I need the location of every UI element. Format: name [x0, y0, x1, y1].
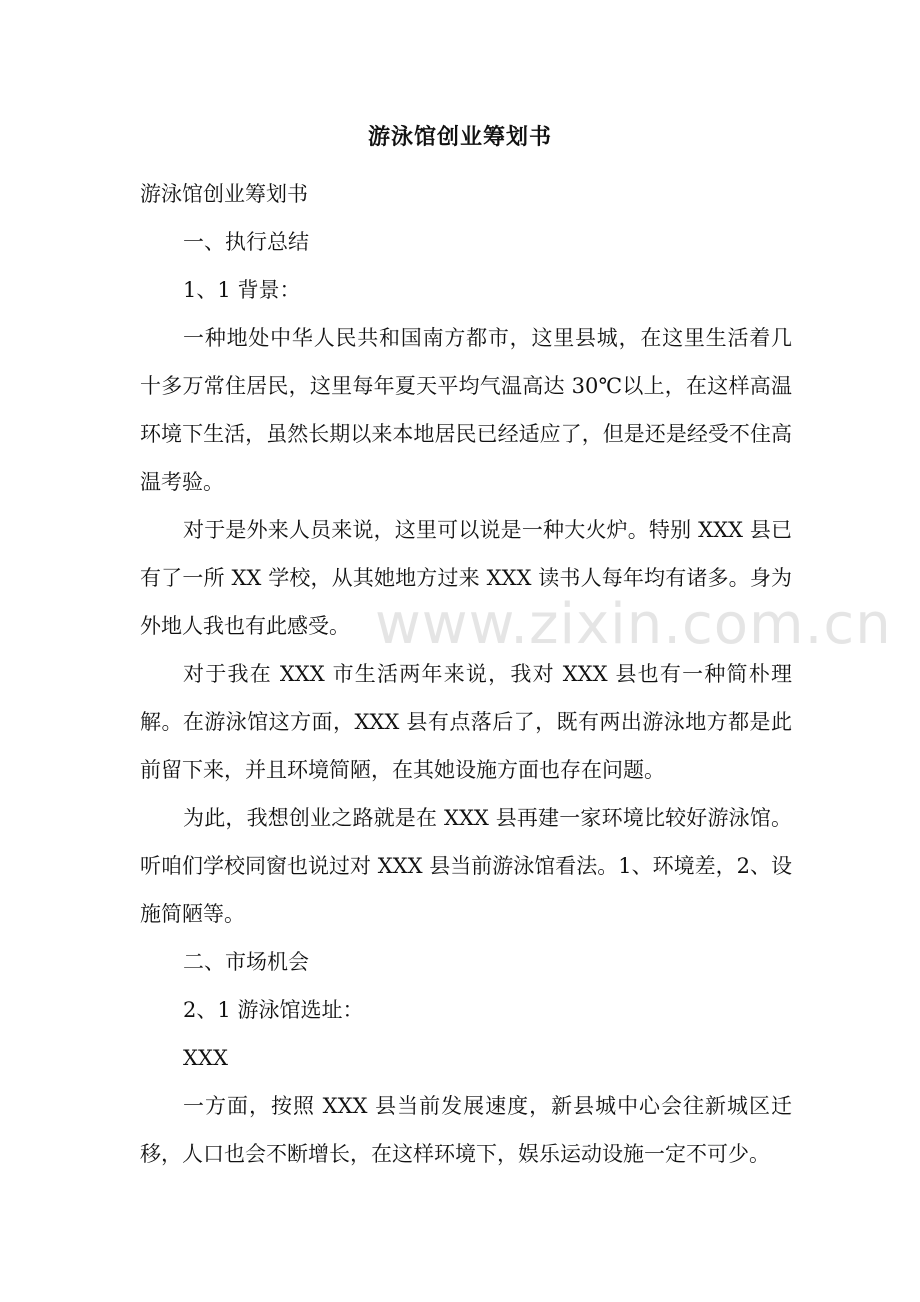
subtitle-paragraph: 游泳馆创业筹划书 — [140, 182, 308, 206]
section-heading-1: 一、执行总结 — [183, 230, 310, 254]
body-paragraph: 一种地处中华人民共和国南方都市，这里县城，在这里生活着几十多万常住居民，这里每年夏天平均气温高达 30℃以上，在这样高温环境下生活，虽然长期以来本地居民已经适应了，但是还是经受不住高温考验。 — [140, 326, 792, 494]
section-heading-2: 二、市场机会 — [183, 950, 310, 974]
subsection-heading-1-1: 1、1 背景： — [183, 278, 301, 302]
subsection-heading-2-1: 2、1 游泳馆选址： — [183, 998, 364, 1022]
body-paragraph: 对于是外来人员来说，这里可以说是一种大火炉。特别 XXX 县已有了一所 XX 学校，从其她地方过来 XXX 读书人每年均有诸多。身为外地人我也有此感受。 — [140, 518, 792, 638]
body-paragraph: 为此，我想创业之路就是在 XXX 县再建一家环境比较好游泳馆。听咱们学校同窗也说过对 XXX 县当前游泳馆看法。1、环境差，2、设施简陋等。 — [140, 806, 792, 926]
watermark-text: www.zixin.com.cn — [375, 592, 892, 657]
location-paragraph: XXX — [183, 1046, 228, 1070]
document-title: 游泳馆创业筹划书 — [367, 124, 552, 150]
body-paragraph: 对于我在 XXX 市生活两年来说，我对 XXX 县也有一种简朴理解。在游泳馆这方面，XXX 县有点落后了，既有两出游泳地方都是此前留下来，并且环境简陋，在其她设施方面也存在问题。 — [140, 662, 792, 782]
document-body — [140, 170, 792, 1178]
body-paragraph: 一方面，按照 XXX 县当前发展速度，新县城中心会往新城区迁移，人口也会不断增长，在这样环境下，娱乐运动设施一定不可少。 — [140, 1094, 792, 1166]
